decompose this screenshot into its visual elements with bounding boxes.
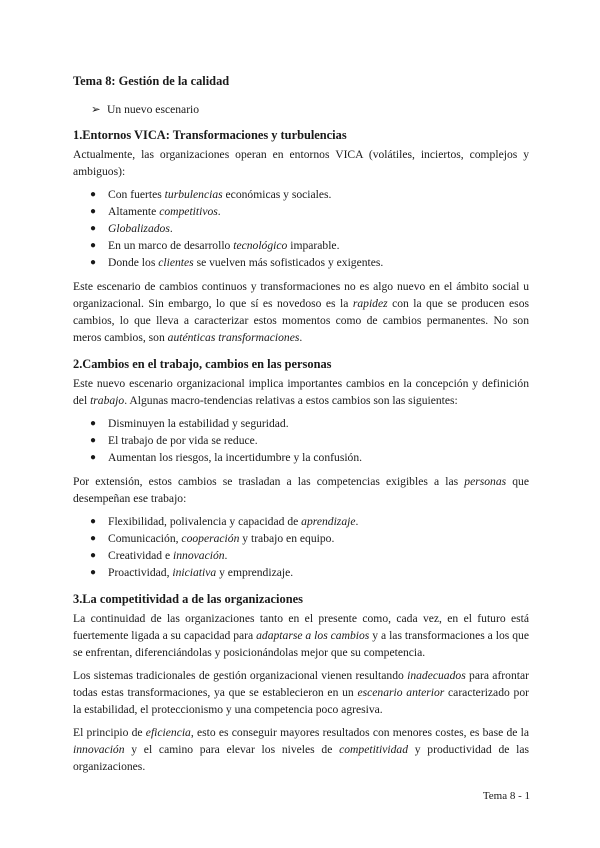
list-item-text: . [224, 549, 228, 562]
list-item [90, 530, 529, 547]
list-item-emphasis: clientes [158, 256, 194, 269]
list-item-text: El trabajo de por vida se reduce. [108, 434, 258, 447]
bullet-icon: ● [90, 240, 97, 251]
bullet-icon: ● [90, 516, 97, 527]
paragraph-text: . Algunas macro-tendencias relativas a estos cambios son las siguientes: [124, 394, 458, 407]
list-item-text: Altamente [108, 205, 160, 218]
paragraph-text: Los sistemas tradicionales de gestión organizacional vienen resultando [73, 669, 408, 682]
list-item [90, 547, 529, 564]
paragraph-emphasis: inadecuados [407, 669, 466, 682]
list-item-text: . [169, 222, 173, 235]
paragraph-emphasis: innovación [73, 743, 125, 756]
paragraph-emphasis: auténticas transformaciones [167, 331, 300, 344]
subtitle-text: Un nuevo escenario [107, 103, 200, 116]
list-item [90, 415, 529, 432]
paragraph-text: . [299, 331, 303, 344]
list-item-text: Con fuertes [108, 188, 165, 201]
paragraph-emphasis: adaptarse a los cambios [256, 629, 370, 642]
list-item-text: y emprendizaje. [216, 566, 294, 579]
section-3-paragraph-2 [73, 667, 529, 718]
paragraph-text: El principio de [73, 726, 146, 739]
paragraph-emphasis: trabajo [90, 394, 125, 407]
paragraph-text: Este escenario de cambios continuos y transformaciones no es algo nuevo en el ámbito social u organizacional. Sin embargo, lo que sí es novedoso es la [73, 280, 529, 310]
list-item [90, 186, 529, 203]
section-3-heading: 3.La competitividad a de las organizaciones [73, 592, 303, 606]
list-item-emphasis: innovación [173, 549, 225, 562]
paragraph-emphasis: eficiencia [145, 726, 191, 739]
list-item [90, 254, 529, 271]
page-content [73, 73, 529, 781]
page-footer: Tema 8 - 1 [482, 790, 530, 802]
section-2-intro [73, 375, 529, 409]
list-item-emphasis: competitivos [159, 205, 218, 218]
paragraph-text: que desempeñan ese trabajo: [73, 475, 530, 505]
list-item [90, 513, 529, 530]
list-item [90, 449, 529, 466]
arrow-bullet-icon: ➢ [91, 103, 101, 116]
list-item-text: Disminuyen la estabilidad y seguridad. [108, 417, 289, 430]
bullet-icon: ● [90, 418, 97, 429]
section-1-bullet-list [73, 186, 529, 271]
bullet-icon: ● [90, 533, 97, 544]
paragraph-text: Este nuevo escenario organizacional implica importantes cambios en la concepción y definición del [73, 377, 529, 407]
paragraph-text: La continuidad de las organizaciones tanto en el presente como, cada vez, en el futuro está fuertemente ligada a su capacidad para [73, 612, 529, 642]
section-3-paragraph-3 [73, 724, 529, 775]
bullet-icon: ● [90, 550, 97, 561]
list-item-text: Donde los [108, 256, 159, 269]
list-item [90, 432, 529, 449]
list-item-text: Comunicación, [108, 532, 182, 545]
list-item [90, 220, 529, 237]
list-item-emphasis: aprendizaje [301, 515, 356, 528]
list-item [90, 237, 529, 254]
paragraph-text: , esto es conseguir mayores resultados con menores costes, es base de la [190, 726, 529, 739]
paragraph-text: Por extensión, estos cambios se trasladan a las competencias exigibles a las [73, 475, 465, 488]
paragraph-text: caracterizado por la estabilidad, el proteccionismo y una competencia poco agresiva. [73, 686, 529, 716]
list-item-text: Proactividad, [108, 566, 173, 579]
paragraph-emphasis: competitividad [339, 743, 409, 756]
section-2-paragraph [73, 473, 529, 507]
list-item [90, 564, 529, 581]
subtitle-line [73, 101, 529, 118]
section-1-heading: 1.Entornos VICA: Transformaciones y turbulencias [73, 128, 347, 142]
bullet-icon: ● [90, 206, 97, 217]
list-item-emphasis: turbulencias [164, 188, 223, 201]
page-title: Tema 8: Gestión de la calidad [73, 74, 230, 88]
list-item-text: Creatividad e [108, 549, 174, 562]
paragraph-emphasis: personas [464, 475, 507, 488]
list-item-text: Flexibilidad, polivalencia y capacidad de [108, 515, 302, 528]
section-2-bullet-list-2 [73, 513, 529, 581]
section-2-bullet-list-1 [73, 415, 529, 466]
list-item-text: . [217, 205, 221, 218]
list-item-text: En un marco de desarrollo [108, 239, 234, 252]
paragraph-text: y el camino para elevar los niveles de [124, 743, 340, 756]
paragraph-text: y productividad de las organizaciones. [73, 743, 530, 773]
list-item-emphasis: tecnológico [233, 239, 288, 252]
section-1-paragraph [73, 278, 529, 346]
list-item-text: imparable. [287, 239, 340, 252]
bullet-icon: ● [90, 257, 97, 268]
list-item [90, 203, 529, 220]
section-3-paragraph-1 [73, 610, 529, 661]
bullet-icon: ● [90, 452, 97, 463]
list-item-emphasis: iniciativa [172, 566, 217, 579]
paragraph-emphasis: escenario anterior [357, 686, 445, 699]
list-item-text: y trabajo en equipo. [239, 532, 335, 545]
section-2-heading: 2.Cambios en el trabajo, cambios en las personas [73, 357, 332, 371]
list-item-emphasis: cooperación [181, 532, 240, 545]
paragraph-emphasis: rapidez [352, 297, 388, 310]
list-item-text: . [355, 515, 359, 528]
list-item-text: Aumentan los riesgos, la incertidumbre y la confusión. [108, 451, 363, 464]
bullet-icon: ● [90, 223, 97, 234]
list-item-emphasis: Globalizados [108, 222, 170, 235]
list-item-text: económicas y sociales. [222, 188, 332, 201]
section-1-intro: Actualmente, las organizaciones operan en entornos VICA (volátiles, inciertos, complejos y ambiguos): [73, 148, 529, 178]
list-item-text: se vuelven más sofisticados y exigentes. [193, 256, 384, 269]
paragraph-text: y a las transformaciones a los que se enfrentan, diferenciándolas y posicionándolas mejor que su competencia. [73, 629, 529, 659]
paragraph-text: para afrontar todas estas transformaciones, ya que se establecieron en un [73, 669, 529, 699]
bullet-icon: ● [90, 567, 97, 578]
bullet-icon: ● [90, 435, 97, 446]
paragraph-text: con la que se producen esos cambios, lo que lleva a caracterizar estos momentos como de cambios permanentes. No son meros cambios, son [73, 297, 530, 344]
bullet-icon: ● [90, 189, 97, 200]
